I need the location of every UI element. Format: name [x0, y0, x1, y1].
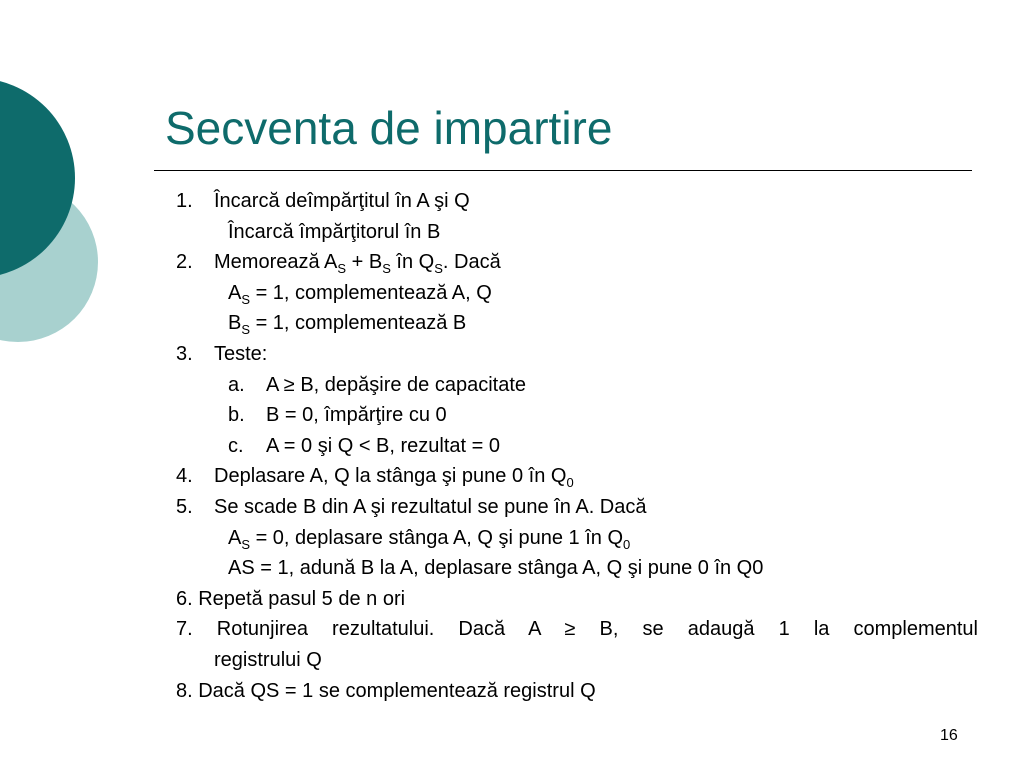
list-subline: [176, 217, 978, 248]
list-subline: [176, 523, 978, 554]
item-text: = 0, deplasare stânga A, Q şi pune 1 în Q: [250, 526, 624, 549]
item-text: AS = 1, adună B la A, deplasare stânga A, Q şi pune 0 în Q0: [228, 557, 764, 580]
item-number: 5.: [176, 495, 193, 518]
subscript: S: [241, 291, 251, 307]
item-text: Deplasare A, Q la stânga şi pune 0 în Q: [214, 465, 567, 488]
subscript: 0: [623, 536, 631, 552]
item-text: B: [228, 312, 242, 335]
list-item: [176, 186, 978, 217]
list-item: [176, 614, 978, 645]
subitem-letter: c.: [228, 434, 244, 457]
list-subline: [176, 308, 978, 339]
item-text: A: [228, 526, 242, 549]
list-item: [176, 492, 978, 523]
item-text: = 1, complementează B: [250, 312, 467, 335]
decorative-circles: [0, 0, 110, 420]
subscript: S: [241, 322, 251, 338]
list-subitem: [176, 400, 978, 431]
list-subitem: [176, 431, 978, 462]
item-number: 3.: [176, 342, 193, 365]
item-text: registrului Q: [214, 648, 322, 671]
item-text: 7. Rotunjirea rezultatului. Dacă A ≥ B, se adaugă 1 la complementul: [176, 618, 978, 641]
item-text: + B: [346, 251, 383, 274]
item-text: 8. Dacă QS = 1 se complementează registrul Q: [176, 679, 596, 702]
page-number: 16: [940, 727, 958, 744]
item-text: A: [228, 281, 242, 304]
item-text: Teste:: [214, 342, 268, 365]
subscript: S: [382, 261, 391, 277]
item-text: Încarcă împărţitorul în B: [228, 220, 441, 243]
slide-body: [176, 186, 978, 706]
list-item: [176, 247, 978, 278]
item-text: A ≥ B, depăşire de capacitate: [266, 373, 527, 396]
item-text: 6. Repetă pasul 5 de n ori: [176, 587, 406, 610]
subitem-letter: b.: [228, 404, 245, 427]
item-text: Încarcă deîmpărţitul în A şi Q: [214, 190, 470, 212]
title-divider: [154, 170, 972, 171]
subscript: S: [241, 536, 251, 552]
item-text: . Dacă: [442, 251, 501, 274]
list-subitem: [176, 370, 978, 401]
item-text: Se scade B din A şi rezultatul se pune în A. Dacă: [214, 495, 647, 518]
list-item: [176, 676, 978, 707]
item-number: 2.: [176, 251, 193, 274]
subscript: S: [434, 261, 443, 277]
list-item: [176, 339, 978, 370]
list-item: [176, 461, 978, 492]
item-text: A = 0 şi Q < B, rezultat = 0: [266, 434, 501, 457]
slide-title: Secventa de impartire: [165, 102, 613, 154]
item-number: 1.: [176, 190, 193, 212]
item-text: B = 0, împărţire cu 0: [266, 404, 447, 427]
list-subline: [176, 553, 978, 584]
subscript: S: [337, 261, 347, 277]
item-text: în Q: [390, 251, 435, 274]
item-text: Memorează A: [214, 251, 338, 274]
item-text: = 1, complementează A, Q: [250, 281, 492, 304]
list-item: [176, 584, 978, 615]
subitem-letter: a.: [228, 373, 245, 396]
list-subline: [176, 278, 978, 309]
item-number: 4.: [176, 465, 193, 488]
subscript: 0: [566, 475, 574, 491]
list-subline: [176, 645, 978, 676]
